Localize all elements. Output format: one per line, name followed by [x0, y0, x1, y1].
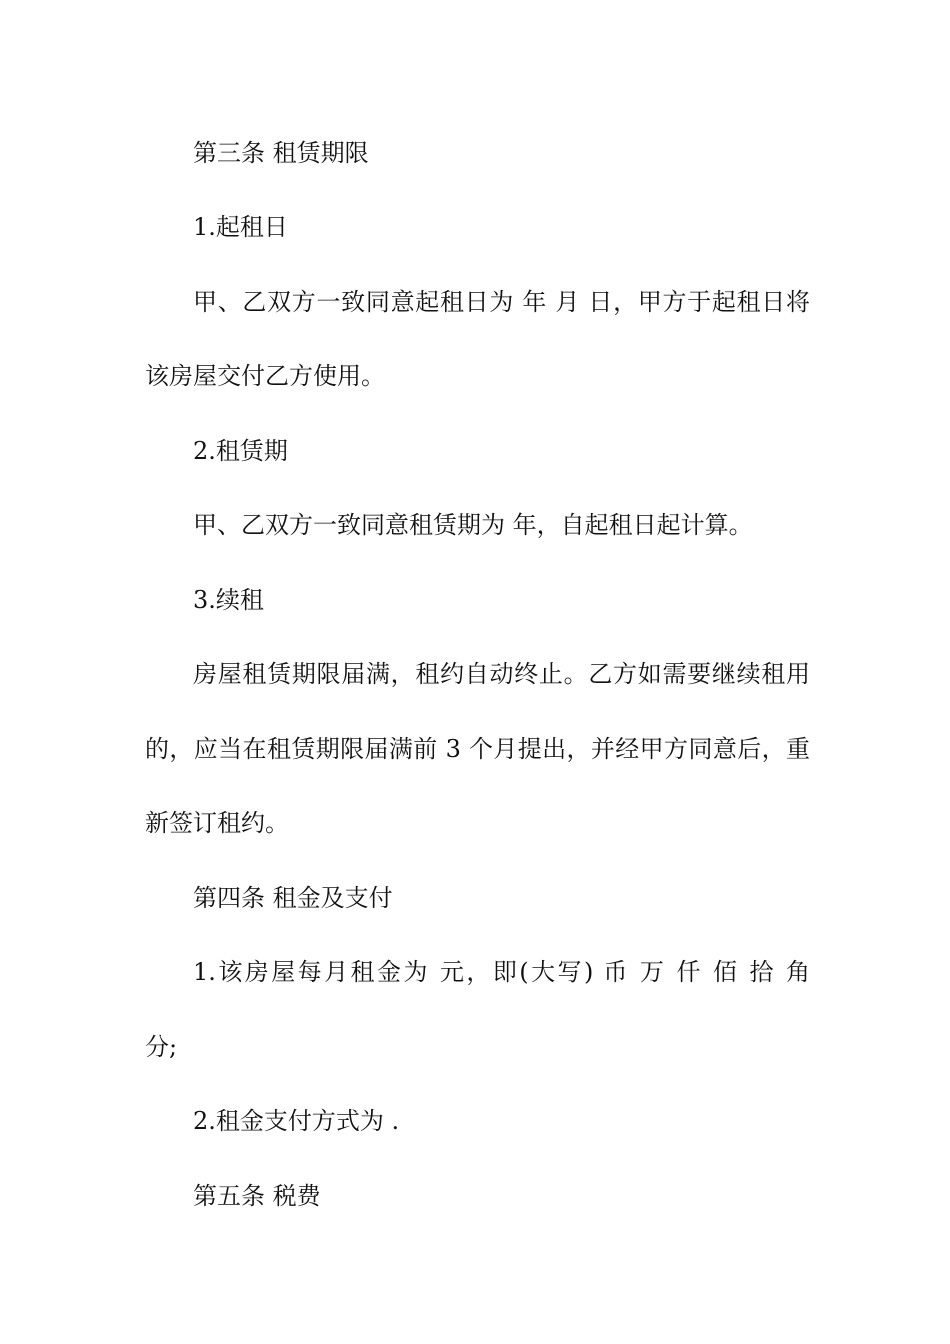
paragraph-line: 的，应当在租赁期限届满前 3 个月提出，并经甲方同意后，重	[145, 735, 810, 763]
paragraph-line: 1.该房屋每月租金为 元，即(大写) 币 万 仟 佰 拾 角	[193, 958, 810, 986]
clause-heading-lease-term: 2.租赁期	[193, 437, 288, 465]
paragraph-line: 新签订租约。	[145, 809, 289, 837]
paragraph-line: 甲、乙双方一致同意租赁期为 年，自起租日起计算。	[193, 511, 753, 539]
paragraph-line: 甲、乙双方一致同意起租日为 年 月 日，甲方于起租日将	[193, 288, 810, 316]
paragraph-line: 房屋租赁期限届满，租约自动终止。乙方如需要继续租用	[193, 660, 810, 688]
article-4-heading: 第四条 租金及支付	[193, 884, 393, 912]
paragraph-line: 分;	[145, 1033, 178, 1061]
paragraph-line: 该房屋交付乙方使用。	[145, 362, 385, 390]
clause-heading-renewal: 3.续租	[193, 586, 264, 614]
article-5-heading: 第五条 税费	[193, 1182, 321, 1210]
clause-heading-start-date: 1.起租日	[193, 213, 288, 241]
article-3-heading: 第三条 租赁期限	[193, 139, 369, 167]
paragraph-line: 2.租金支付方式为 .	[193, 1107, 400, 1135]
